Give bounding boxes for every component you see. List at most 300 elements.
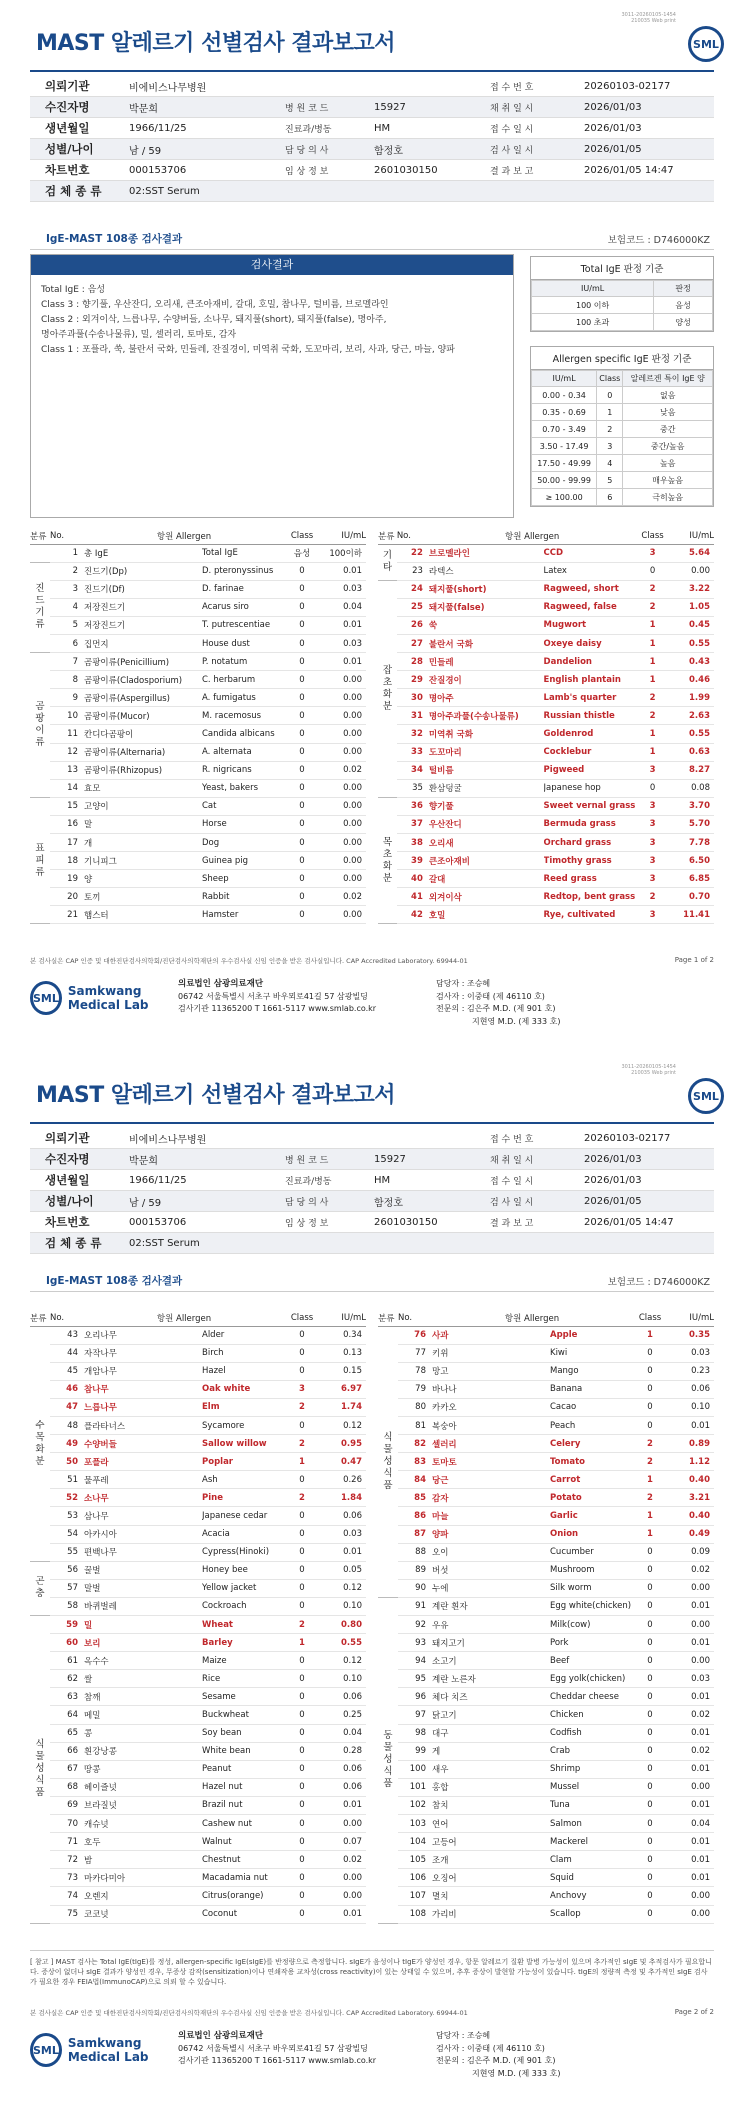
allergen-row [30,1887,366,1905]
sml-logo: SML [688,26,724,62]
allergen-no: 86 [398,1507,432,1525]
allergen-class: 1 [284,1453,320,1471]
allergen-name-ko: 편백나무 [84,1543,202,1561]
allergen-no: 13 [50,761,84,779]
allergen-name-ko: 개 [84,834,202,852]
allergen-no: 27 [397,634,429,652]
allergen-name-en: Birch [202,1344,284,1362]
allergen-row [30,1869,366,1887]
info-row [30,160,714,181]
result-line: Class 2 : 외겨이삭, 느릅나무, 수양버들, 소나무, 돼지풀(short), 돼지풀(false), 명아주, [41,315,387,325]
allergen-iu: 0.01 [320,1543,366,1561]
info-label: 담 당 의 사 [285,1197,329,1208]
allergen-row [378,1815,714,1833]
allergen-name-en: Milk(cow) [550,1616,632,1634]
allergen-name-ko: 자작나무 [84,1344,202,1362]
allergen-row [30,1398,366,1416]
allergen-name-ko: 느릅나무 [84,1398,202,1416]
allergen-name-en: Sycamore [202,1416,284,1434]
allergen-row [30,1380,366,1398]
allergen-class: 0 [632,1543,668,1561]
allergen-iu: 100이하 [320,544,366,562]
allergen-name-ko: 오렌지 [84,1887,202,1905]
allergen-name-ko: 브로멜라인 [429,544,544,562]
allergen-row [378,1742,714,1760]
allergen-row [30,544,366,562]
allergen-iu: 0.00 [320,870,366,888]
patient-info [30,76,714,202]
allergen-name-en: Mackerel [550,1833,632,1851]
criteria-cell: 3 [597,438,623,455]
allergen-no: 8 [50,671,84,689]
allergen-group [378,544,397,580]
allergen-iu: 0.00 [668,1778,714,1796]
allergen-iu: 0.00 [320,1887,366,1905]
allergen-iu: 0.35 [668,1326,714,1344]
allergen-no: 9 [50,689,84,707]
allergen-no: 81 [398,1416,432,1434]
allergen-row [30,1796,366,1814]
allergen-row [30,1453,366,1471]
allergen-class: 0 [284,1796,320,1814]
allergen-name-ko: 셀러리 [432,1435,550,1453]
allergen-group-label: 잡초화분 [382,664,392,712]
allergen-no: 38 [397,834,429,852]
info-row [30,118,714,139]
page-number: Page 2 of 2 [674,2008,714,2016]
allergen-name-en: Sweet vernal grass [544,797,636,815]
allergen-iu: 0.06 [320,1688,366,1706]
allergen-row [30,1435,366,1453]
allergen-iu: 0.28 [320,1742,366,1760]
allergen-class: 0 [284,1525,320,1543]
allergen-no: 61 [50,1652,84,1670]
allergen-name-ko: 털비름 [429,761,544,779]
allergen-name-ko: 돼지고기 [432,1634,550,1652]
allergen-no: 52 [50,1489,84,1507]
allergen-row [30,616,366,634]
info-value: 2026/01/05 14:47 [584,164,674,176]
allergen-name-en: Barley [202,1634,284,1652]
allergen-name-ko: 돼지풀(false) [429,598,544,616]
allergen-class: 0 [632,1344,668,1362]
footer-lab-info: 의료법인 삼광의료재단 06742 서울특별시 서초구 바우뫼로41길 57 삼광빌딩 검사기관 11365200 T 1661-5117 www.smlab.co.kr [178,979,377,1013]
allergen-head-row [30,1310,366,1326]
allergen-row [30,1344,366,1362]
allergen-iu: 0.00 [668,1905,714,1923]
info-label: 생년월일 [45,1173,90,1187]
report-title: MAST 알레르기 선별검사 결과보고서 [36,1083,396,1108]
criteria-row [532,314,713,331]
allergen-no: 11 [50,725,84,743]
allergen-no: 62 [50,1670,84,1688]
allergen-iu: 0.23 [668,1362,714,1380]
allergen-name-ko: 포플라 [84,1453,202,1471]
allergen-no: 103 [398,1815,432,1833]
allergen-class: 0 [284,1543,320,1561]
info-value: 2026/01/05 [584,143,642,155]
allergen-name-en: Orchard grass [544,834,636,852]
specific-ige-criteria [530,346,714,507]
criteria-cell: 중간 [623,421,713,438]
allergen-name-ko: 햄스터 [84,906,202,924]
allergen-class: 0 [632,1887,668,1905]
allergen-no: 45 [50,1362,84,1380]
allergen-name-ko: 총 IgE [84,544,202,562]
allergen-iu: 0.01 [320,653,366,671]
allergen-name-en: Honey bee [202,1561,284,1579]
allergen-iu: 0.02 [668,1742,714,1760]
allergen-row [378,671,714,689]
allergen-name-ko: 향기풀 [429,797,544,815]
allergen-row [378,1905,714,1923]
allergen-row [30,761,366,779]
allergen-row [30,743,366,761]
allergen-name-en: Wheat [202,1616,284,1634]
allergen-name-ko: 흰강낭콩 [84,1742,202,1760]
criteria-head: IU/mL [532,281,654,297]
allergen-name-en: Dog [202,834,284,852]
allergen-row [30,1471,366,1489]
allergen-no: 5 [50,616,84,634]
allergen-class: 0 [632,1815,668,1833]
allergen-no: 92 [398,1616,432,1634]
allergen-group [378,580,397,797]
allergen-iu: 0.80 [320,1616,366,1634]
col-iu: IU/mL [670,528,714,544]
allergen-name-en: Lamb's quarter [544,689,636,707]
allergen-class: 0 [284,634,320,652]
allergen-no: 60 [50,1634,84,1652]
allergen-group-label: 곰팡이류 [35,700,45,748]
allergen-name-ko: 저장진드기 [84,598,202,616]
allergen-head-row [378,528,714,544]
allergen-row [378,1326,714,1344]
allergen-class: 0 [284,1724,320,1742]
info-value: 2026/01/03 [584,122,642,134]
info-value: 2601030150 [374,164,438,176]
allergen-no: 56 [50,1561,84,1579]
info-row [30,1149,714,1170]
allergen-name-ko: 진드기(Dp) [84,562,202,580]
allergen-class: 0 [284,1851,320,1869]
info-value: 20260103-02177 [584,80,671,92]
allergen-name-ko: 보리 [84,1634,202,1652]
allergen-name-en: House dust [202,634,284,652]
info-value: 15927 [374,1153,406,1165]
allergen-name-ko: 효모 [84,779,202,797]
allergen-class: 0 [284,1688,320,1706]
allergen-row [378,1688,714,1706]
allergen-class: 0 [632,1905,668,1923]
allergen-row [378,1525,714,1543]
info-row [30,76,714,97]
info-value: 15927 [374,101,406,113]
allergen-no: 12 [50,743,84,761]
info-value: 남 / 59 [129,1197,162,1209]
allergen-name-en: Mugwort [544,616,636,634]
allergen-iu: 0.02 [668,1561,714,1579]
allergen-iu: 0.00 [320,1815,366,1833]
allergen-name-en: D. pteronyssinus [202,562,284,580]
footer-signers: 담당자 : 조승혜 검사자 : 이중태 (제 46110 호) 전문의 : 김은주 M.D. (제 901 호) 지현영 M.D. (제 333 호) [436,979,561,1026]
allergen-name-ko: 조개 [432,1851,550,1869]
allergen-row [30,1851,366,1869]
allergen-iu: 0.03 [320,634,366,652]
allergen-name-en: Yellow jacket [202,1579,284,1597]
allergen-row [378,707,714,725]
allergen-name-ko: 오징어 [432,1869,550,1887]
allergen-iu: 0.06 [668,1380,714,1398]
allergen-class: 3 [284,1380,320,1398]
allergen-name-en: Rye, cultivated [544,906,636,924]
allergen-name-en: A. fumigatus [202,689,284,707]
info-value: 함정호 [374,1197,403,1209]
allergen-iu: 1.99 [670,689,714,707]
info-label: 진료과/병동 [285,1176,332,1187]
criteria-cell: 중간/높음 [623,438,713,455]
allergen-class: 3 [635,544,669,562]
allergen-iu: 6.97 [320,1380,366,1398]
allergen-iu: 7.78 [670,834,714,852]
allergen-iu: 0.49 [668,1525,714,1543]
criteria-cell: 4 [597,455,623,472]
info-value: HM [374,1174,391,1186]
footer-signers: 담당자 : 조승혜 검사자 : 이중태 (제 46110 호) 전문의 : 김은주 M.D. (제 901 호) 지현영 M.D. (제 333 호) [436,2031,561,2078]
allergen-no: 3 [50,580,84,598]
allergen-row [378,1543,714,1561]
allergen-iu: 0.02 [320,1851,366,1869]
allergen-name-en: Russian thistle [544,707,636,725]
allergen-no: 40 [397,870,429,888]
allergen-name-en: Kiwi [550,1344,632,1362]
allergen-name-ko: 우산잔디 [429,815,544,833]
allergen-name-ko: 큰조아재비 [429,852,544,870]
allergen-iu: 0.04 [320,1724,366,1742]
allergen-iu: 0.09 [668,1543,714,1561]
criteria-head: 판정 [654,281,713,297]
info-value: 2026/01/05 14:47 [584,1216,674,1228]
allergen-name-ko: 물푸레 [84,1471,202,1489]
allergen-no: 1 [50,544,84,562]
allergen-row [378,1833,714,1851]
allergen-row [378,1760,714,1778]
info-label: 접 수 일 시 [490,1176,534,1187]
allergen-name-en: Cashew nut [202,1815,284,1833]
allergen-class: 1 [635,616,669,634]
allergen-row [378,761,714,779]
result-line: Total IgE : 음성 [41,285,106,295]
allergen-class: 0 [632,1652,668,1670]
insurance-code: 보험코드 : D746000KZ [607,234,710,246]
allergen-name-en: Brazil nut [202,1796,284,1814]
allergen-name-ko: 진드기(Df) [84,580,202,598]
allergen-class: 0 [284,1561,320,1579]
allergen-class: 0 [284,562,320,580]
allergen-row [30,580,366,598]
allergen-iu: 5.64 [670,544,714,562]
col-iu: IU/mL [668,1310,714,1326]
allergen-name-en: A. alternata [202,743,284,761]
result-line: 명아주과풀(수송나물류), 밀, 셀러리, 토마토, 감자 [41,330,237,340]
allergen-name-en: Reed grass [544,870,636,888]
allergen-class: 2 [284,1616,320,1634]
allergen-no: 100 [398,1760,432,1778]
col-allergen: 항원 Allergen [84,1310,284,1326]
allergen-class: 0 [284,852,320,870]
allergen-iu: 0.12 [320,1416,366,1434]
allergen-row [378,598,714,616]
allergen-class: 0 [284,725,320,743]
allergen-class: 0 [284,1597,320,1615]
section-title: IgE-MAST 108종 검사결과 [46,233,183,245]
allergen-name-ko: 칸디다곰팡이 [84,725,202,743]
allergen-iu: 0.89 [668,1435,714,1453]
allergen-class: 3 [635,815,669,833]
allergen-class: 0 [632,1796,668,1814]
allergen-no: 99 [398,1742,432,1760]
allergen-class: 0 [284,1471,320,1489]
allergen-name-ko: 말벌 [84,1579,202,1597]
allergen-row [378,1706,714,1724]
allergen-name-ko: 우유 [432,1616,550,1634]
allergen-name-en: Maize [202,1652,284,1670]
allergen-no: 78 [398,1362,432,1380]
allergen-class: 0 [284,689,320,707]
allergen-no: 63 [50,1688,84,1706]
allergen-name-ko: 오이 [432,1543,550,1561]
col-no: No. [50,528,84,544]
allergen-name-en: Dandelion [544,653,636,671]
allergen-class: 1 [632,1507,668,1525]
allergen-head-row [30,528,366,544]
allergen-group-label: 기타 [382,550,392,574]
allergen-no: 83 [398,1453,432,1471]
allergen-name-ko: 돼지풀(short) [429,580,544,598]
allergen-class: 0 [284,1833,320,1851]
allergen-row [30,1815,366,1833]
allergen-class: 0 [635,779,669,797]
allergen-class: 1 [632,1326,668,1344]
col-allergen: 항원 Allergen [84,528,284,544]
allergen-iu: 0.12 [320,1652,366,1670]
allergen-name-ko: 멸치 [432,1887,550,1905]
allergen-no: 79 [398,1380,432,1398]
allergen-no: 89 [398,1561,432,1579]
allergen-name-en: Crab [550,1742,632,1760]
allergen-name-en: Pine [202,1489,284,1507]
allergen-no: 80 [398,1398,432,1416]
allergen-name-en: Banana [550,1380,632,1398]
allergen-row [378,797,714,815]
criteria-cell: 양성 [654,314,713,331]
allergen-name-ko: 도꼬마리 [429,743,544,761]
allergen-name-en: Sallow willow [202,1435,284,1453]
allergen-no: 42 [397,906,429,924]
allergen-iu: 0.00 [320,834,366,852]
allergen-name-en: Hazel nut [202,1778,284,1796]
allergen-class: 3 [635,852,669,870]
allergen-iu: 0.01 [320,1905,366,1923]
allergen-class: 3 [635,797,669,815]
allergen-class: 2 [632,1489,668,1507]
info-label: 검 사 일 시 [490,145,534,156]
allergen-class: 0 [284,870,320,888]
allergen-row [30,1579,366,1597]
allergen-class: 0 [284,815,320,833]
criteria-cell: 1 [597,404,623,421]
allergen-iu: 0.26 [320,1471,366,1489]
criteria-cell: 100 초과 [532,314,654,331]
total-ige-title: Total IgE 판정 기준 [531,257,713,280]
allergen-row [378,562,714,580]
allergen-name-ko: 참나무 [84,1380,202,1398]
allergen-row [378,743,714,761]
allergen-class: 0 [284,1887,320,1905]
allergen-name-ko: 홍합 [432,1778,550,1796]
allergen-no: 95 [398,1670,432,1688]
allergen-row [30,1362,366,1380]
allergen-name-ko: 명아주 [429,689,544,707]
allergen-name-en: Codfish [550,1724,632,1742]
allergen-iu: 6.85 [670,870,714,888]
info-label: 담 당 의 사 [285,145,329,156]
allergen-name-en: Chicken [550,1706,632,1724]
info-label: 차트번호 [45,1215,90,1229]
allergen-name-en: Sesame [202,1688,284,1706]
allergen-name-en: Horse [202,815,284,833]
criteria-cell: 매우높음 [623,472,713,489]
allergen-no: 55 [50,1543,84,1561]
allergen-name-ko: 수양버들 [84,1435,202,1453]
allergen-iu: 0.12 [320,1579,366,1597]
allergen-class: 0 [284,1579,320,1597]
info-label: 수진자명 [45,1152,90,1166]
allergen-iu: 0.01 [668,1688,714,1706]
allergen-name-en: Alder [202,1326,284,1344]
allergen-group [30,1326,50,1561]
col-class: Class [635,528,669,544]
allergen-no: 31 [397,707,429,725]
allergen-row [378,1579,714,1597]
allergen-iu: 0.01 [320,562,366,580]
allergen-class: 0 [284,653,320,671]
page-number: Page 1 of 2 [674,956,714,964]
info-value: 2026/01/03 [584,1153,642,1165]
allergen-iu: 0.10 [668,1398,714,1416]
allergen-iu: 1.74 [320,1398,366,1416]
info-value: 함정호 [374,145,403,157]
allergen-name-ko: 메밀 [84,1706,202,1724]
col-group: 분류 [378,1310,398,1326]
allergen-class: 0 [284,1326,320,1344]
allergen-name-en: Pigweed [544,761,636,779]
allergen-name-en: Rabbit [202,888,284,906]
allergen-no: 73 [50,1869,84,1887]
allergen-name-ko: 저장진드기 [84,616,202,634]
allergen-no: 76 [398,1326,432,1344]
allergen-name-ko: 닭고기 [432,1706,550,1724]
info-value: 박문희 [129,103,158,115]
allergen-class: 0 [632,1869,668,1887]
info-label: 검 사 일 시 [490,1197,534,1208]
allergen-name-en: Oak white [202,1380,284,1398]
allergen-group [30,1616,50,1924]
allergen-iu: 0.00 [320,852,366,870]
allergen-class: 0 [284,1652,320,1670]
allergen-class: 0 [284,616,320,634]
allergen-class: 1 [635,634,669,652]
